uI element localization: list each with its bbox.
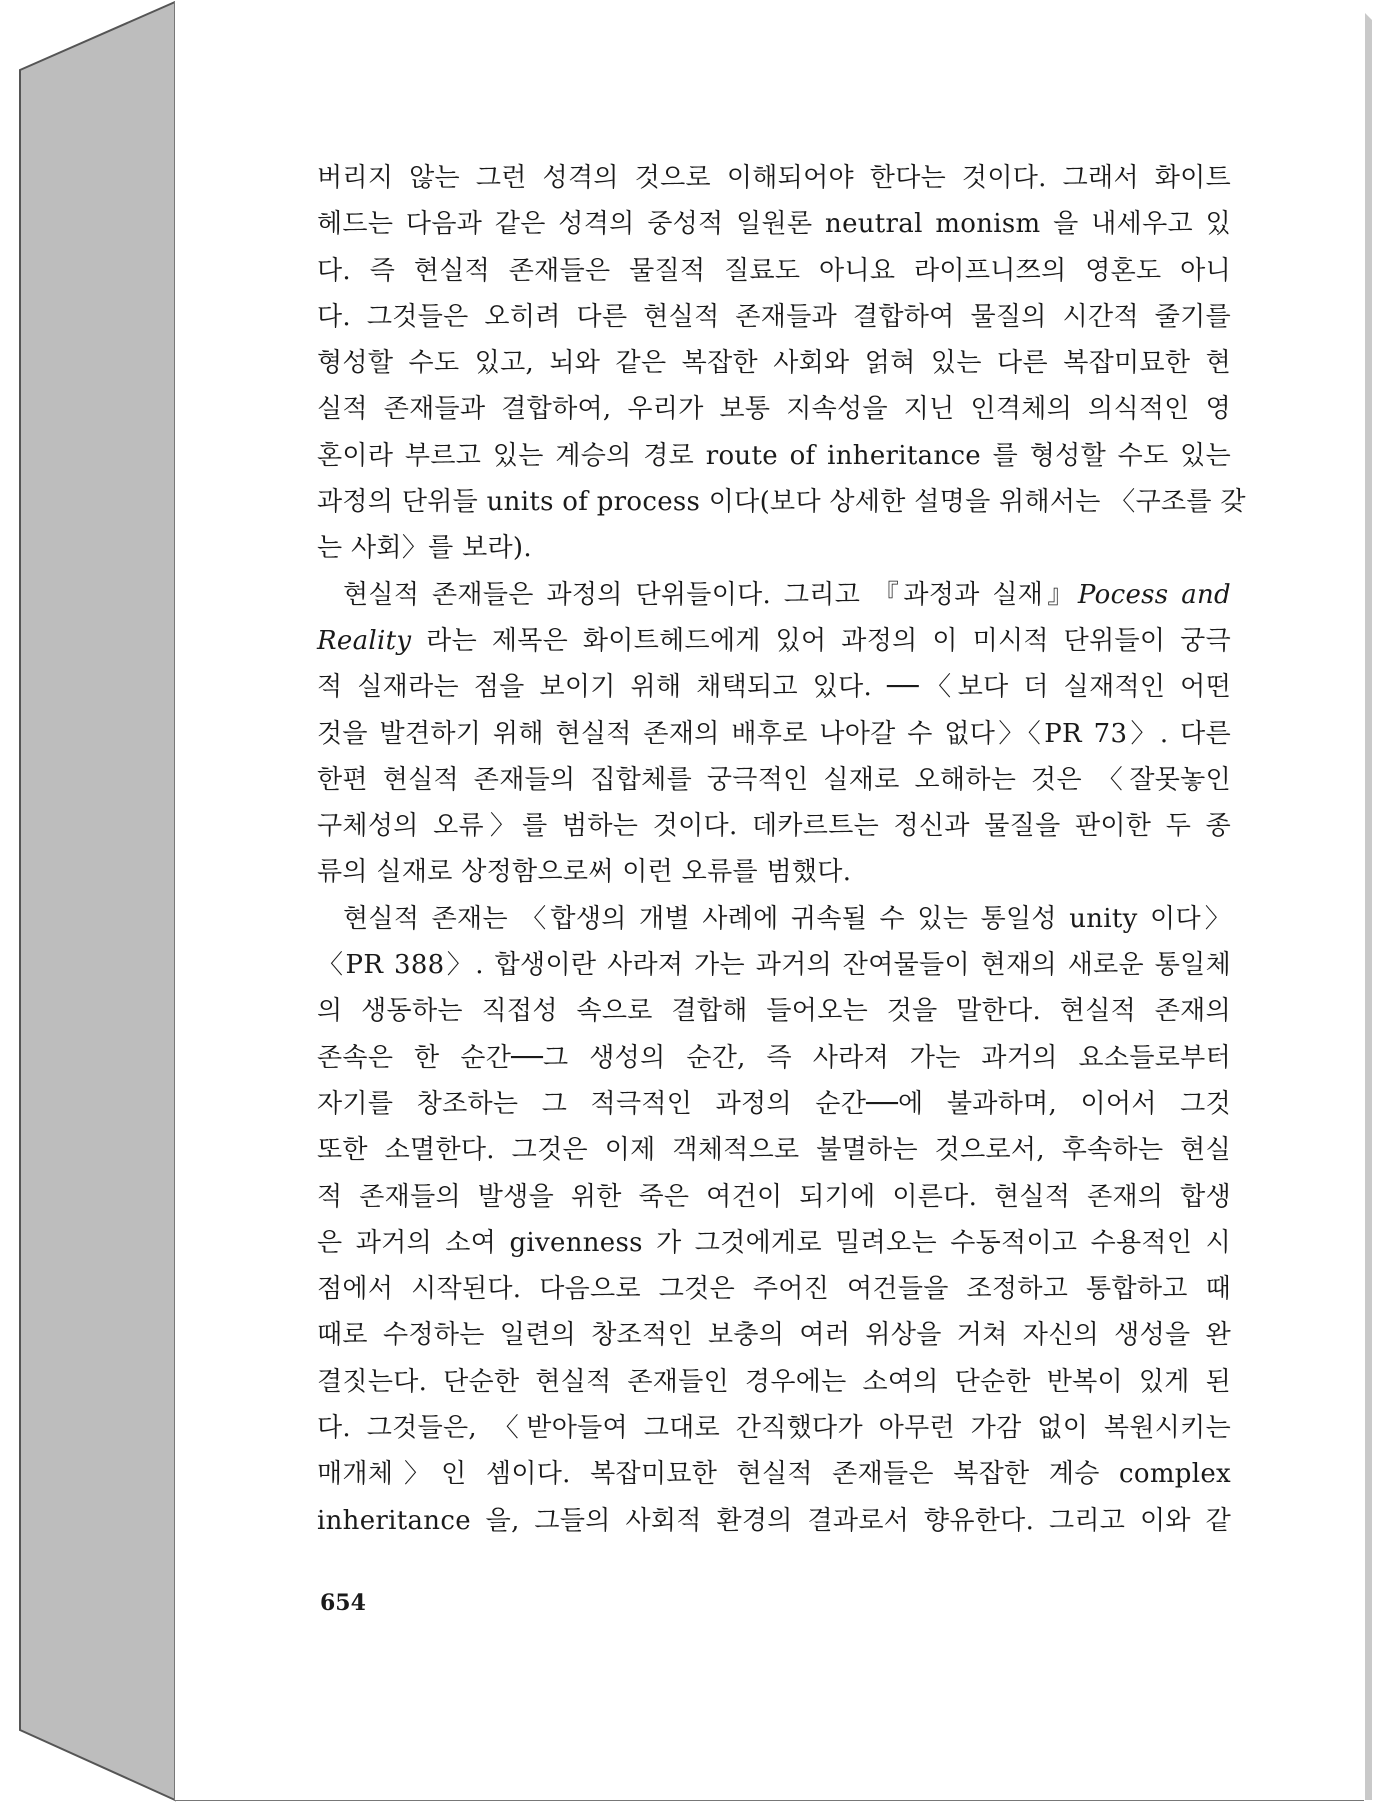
paragraph-3 bbox=[317, 896, 1231, 1544]
paragraph-1 bbox=[317, 155, 1246, 572]
text-line: 때로 수정하는 일련의 창조적인 보충의 여러 위상을 거쳐 자신의 생성을 완 bbox=[317, 1320, 1231, 1351]
text-line: 현실적 존재들은 과정의 단위들이다. 그리고 『과정과 실재』Pocess and bbox=[343, 579, 1232, 610]
text-line: 것을 발견하기 위해 현실적 존재의 배후로 나아갈 수 없다〉〈PR 73〉. 다른 bbox=[317, 718, 1231, 749]
text-line: 자기를 창조하는 그 적극적인 과정의 순간──에 불과하며, 이어서 그것 bbox=[317, 1088, 1231, 1119]
text-line: 실적 존재들과 결합하여, 우리가 보통 지속성을 지닌 인격체의 의식적인 영 bbox=[317, 394, 1231, 425]
paragraph-2 bbox=[317, 572, 1231, 896]
text-line: 버리지 않는 그런 성격의 것으로 이해되어야 한다는 것이다. 그래서 화이트 bbox=[317, 163, 1231, 193]
text-line: Reality 라는 제목은 화이트헤드에게 있어 과정의 이 미시적 단위들이 궁극 bbox=[317, 625, 1231, 656]
text-line: 류의 실재로 상정함으로써 이런 오류를 범했다. bbox=[317, 857, 852, 888]
text-line: 적 실재라는 점을 보이기 위해 채택되고 있다. ──〈보다 더 실재적인 어떤 bbox=[317, 672, 1231, 703]
text-line: 혼이라 부르고 있는 계승의 경로 route of inheritance 를 형성할 수도 있는 bbox=[317, 440, 1231, 471]
text-line: 〈PR 388〉. 합생이란 사라져 가는 과거의 잔여물들이 현재의 새로운 통일체 bbox=[317, 950, 1231, 981]
text-line: 다. 즉 현실적 존재들은 물질적 질료도 아니요 라이프니쯔의 영혼도 아니 bbox=[317, 255, 1231, 286]
book-page bbox=[175, 0, 1365, 1800]
text-line: 적 존재들의 발생을 위한 죽은 여건이 되기에 이른다. 현실적 존재의 합생 bbox=[317, 1181, 1231, 1212]
text-line: 헤드는 다음과 같은 성격의 중성적 일원론 neutral monism 을 내세우고 있 bbox=[317, 209, 1231, 240]
text-line: 다. 그것들은 오히려 다른 현실적 존재들과 결합하여 물질의 시간적 줄기를 bbox=[317, 301, 1231, 332]
body-text bbox=[317, 155, 1246, 1544]
book-spine bbox=[20, 2, 175, 1800]
text-line: 은 과거의 소여 givenness 가 그것에게로 밀려오는 수동적이고 수용적인 시 bbox=[317, 1227, 1231, 1258]
text-line: 과정의 단위들 units of process 이다(보다 상세한 설명을 위해서는 〈구조를 갖 bbox=[317, 487, 1246, 518]
text-line: 결짓는다. 단순한 현실적 존재들인 경우에는 소여의 단순한 반복이 있게 된 bbox=[317, 1366, 1231, 1397]
text-line: 형성할 수도 있고, 뇌와 같은 복잡한 사회와 얽혀 있는 다른 복잡미묘한 현 bbox=[317, 348, 1231, 379]
italic-title: Pocess and bbox=[1077, 579, 1232, 610]
text-line: 존속은 한 순간──그 생성의 순간, 즉 사라져 가는 과거의 요소들로부터 bbox=[317, 1042, 1231, 1073]
text-line: 한편 현실적 존재들의 집합체를 궁극적인 실재로 오해하는 것은 〈잘못놓인 bbox=[317, 764, 1231, 795]
text-line: 의 생동하는 직접성 속으로 결합해 들어오는 것을 말한다. 현실적 존재의 bbox=[317, 996, 1231, 1027]
text-line: 또한 소멸한다. 그것은 이제 객체적으로 불멸하는 것으로서, 후속하는 현실 bbox=[317, 1135, 1231, 1166]
italic-title: Reality bbox=[317, 625, 412, 656]
text-line: 현실적 존재는 〈합생의 개별 사례에 귀속될 수 있는 통일성 unity 이다〉 bbox=[343, 903, 1231, 934]
text-line: inheritance 을, 그들의 사회적 환경의 결과로서 향유한다. 그리고 이와 같 bbox=[317, 1505, 1231, 1536]
text-line: 구체성의 오류〉를 범하는 것이다. 데카르트는 정신과 물질을 판이한 두 종 bbox=[317, 811, 1231, 842]
text-line: 다. 그것들은, 〈받아들여 그대로 간직했다가 아무런 가감 없이 복원시키는 bbox=[317, 1413, 1231, 1444]
text-line: 매개체〉인 셈이다. 복잡미묘한 현실적 존재들은 복잡한 계승 complex bbox=[317, 1459, 1231, 1490]
text-line: 는 사회〉를 보라). bbox=[317, 533, 532, 564]
text-line: 점에서 시작된다. 다음으로 그것은 주어진 여건들을 조정하고 통합하고 때 bbox=[317, 1274, 1231, 1305]
page-number: 654 bbox=[320, 1590, 366, 1616]
